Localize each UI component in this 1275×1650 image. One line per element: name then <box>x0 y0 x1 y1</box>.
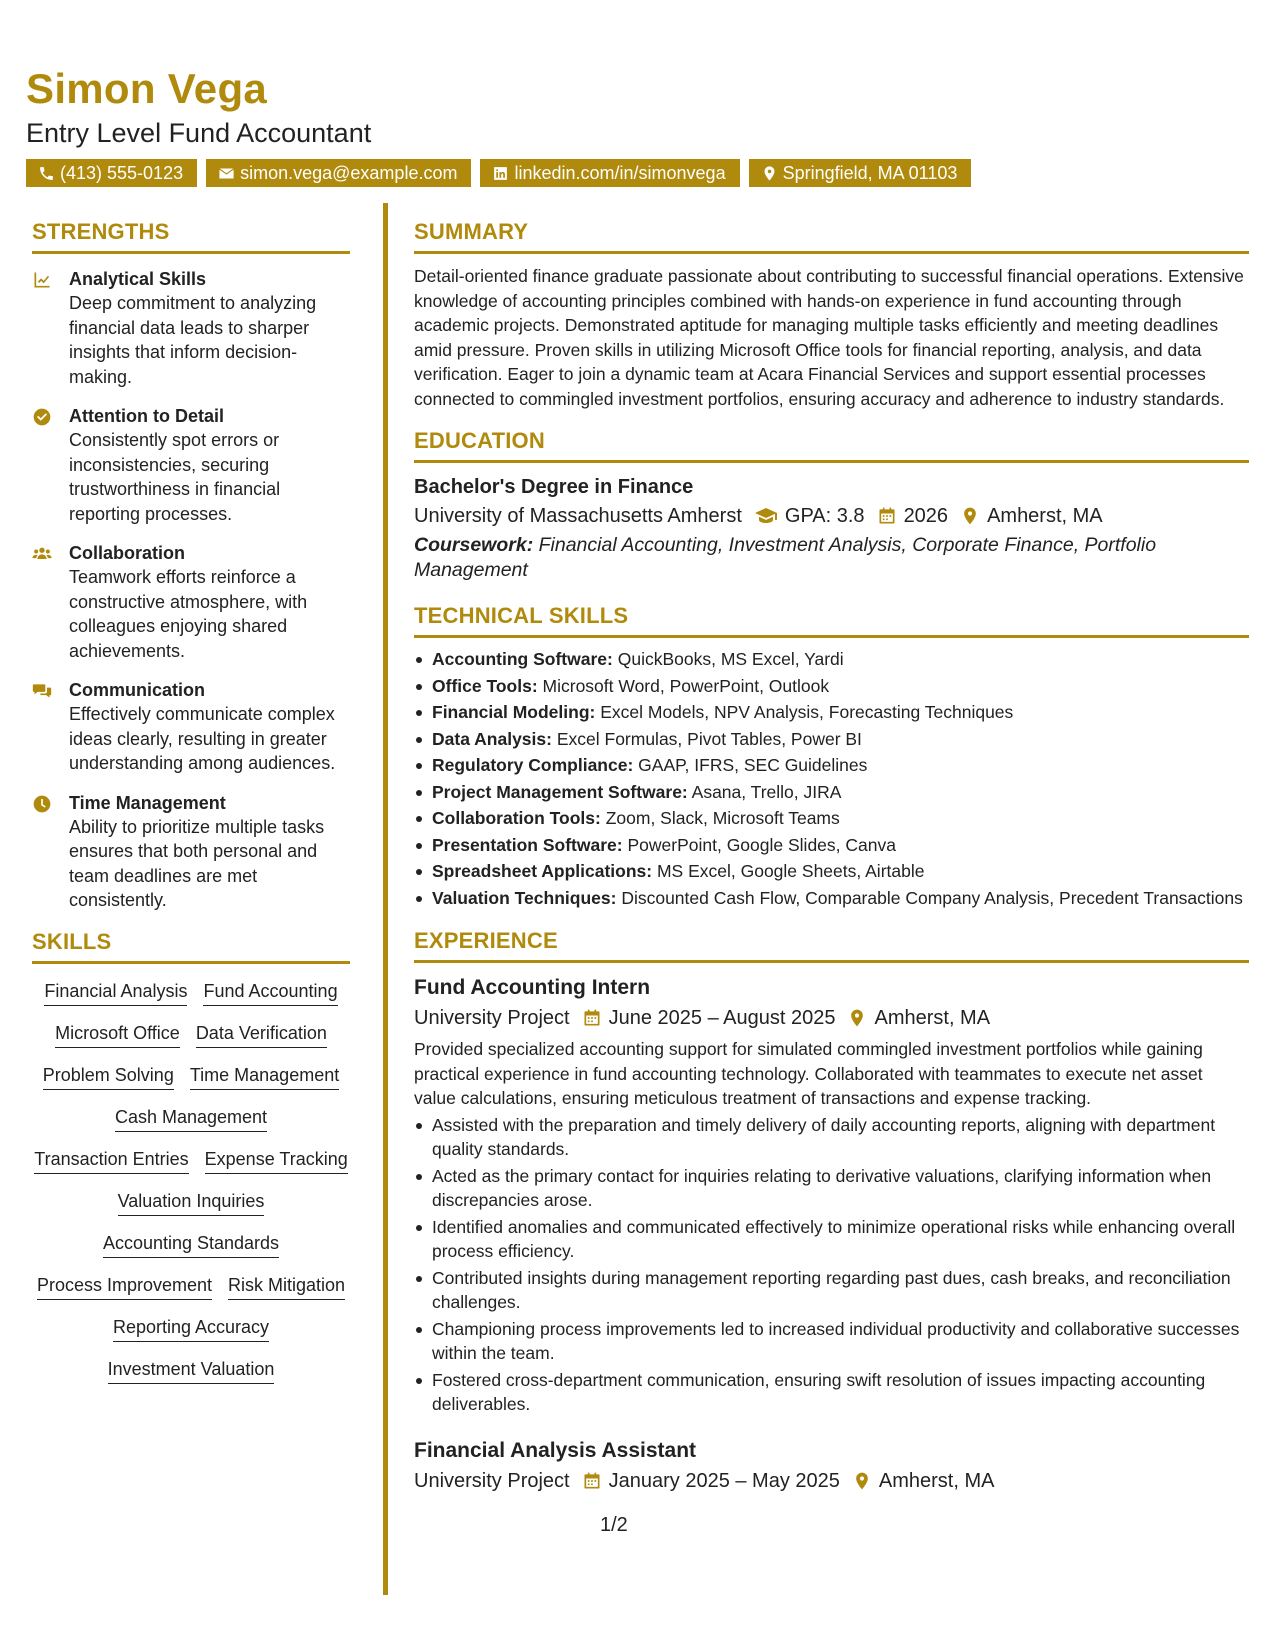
list-item <box>414 806 1249 831</box>
strength-name: Collaboration <box>69 543 185 563</box>
tech-label: Data Analysis: <box>432 728 552 749</box>
degree-name: Bachelor's Degree in Finance <box>414 476 694 498</box>
position-meta <box>414 1003 1249 1033</box>
gpa: GPA: 3.8 <box>784 505 865 527</box>
skill-tag: Cash Management <box>115 1105 267 1132</box>
calendar-icon <box>582 1471 602 1491</box>
strength-name: Communication <box>69 680 206 700</box>
tech-label: Regulatory Compliance: <box>432 755 634 775</box>
tech-value: Excel Formulas, Pivot Tables, Power BI <box>556 728 862 749</box>
technical-skills-heading: TECHNICAL SKILLS <box>414 602 1249 638</box>
graduation-cap-icon <box>754 504 778 528</box>
strength-item <box>32 267 350 389</box>
position-title: Fund Accounting Intern <box>414 976 651 999</box>
skill-tag: Valuation Inquiries <box>118 1189 265 1216</box>
skill-tag: Investment Valuation <box>108 1357 275 1384</box>
skill-tag: Process Improvement <box>37 1273 212 1300</box>
skill-tag: Time Management <box>190 1063 339 1090</box>
tech-value: Microsoft Word, PowerPoint, Outlook <box>542 675 830 696</box>
tech-value: Asana, Trello, JIRA <box>691 781 842 802</box>
contact-linkedin[interactable] <box>480 159 739 187</box>
list-item <box>414 780 1249 805</box>
position-dates: June 2025 – August 2025 <box>608 1007 836 1029</box>
left-column <box>32 218 350 1384</box>
tech-value: GAAP, IFRS, SEC Guidelines <box>638 755 868 775</box>
contact-email[interactable] <box>206 159 471 187</box>
skills-section <box>32 928 350 1384</box>
summary-text: Detail-oriented finance graduate passionate about contributing to successful financial operations. Extensive knowledge of accounting principles combined with hands-on experience in fund accounting through academic projects. Demonstrated aptitude for managing multiple tasks efficiently and meeting deadlines amid pressure. Proven skills in utilizing Microsoft Office tools for financial reporting, analysis, and data verification. Eager to join a dynamic team at Acara Financial Services and support essential processes connected to commingled investment portfolios, ensuring accuracy and adherence to industry standards. <box>414 266 1244 409</box>
strengths-list <box>32 267 350 913</box>
tech-label: Spreadsheet Applications: <box>432 861 653 881</box>
strength-item <box>32 791 350 913</box>
calendar-icon <box>582 1008 602 1028</box>
skill-tag: Expense Tracking <box>205 1147 348 1174</box>
tech-label: Office Tools: <box>432 675 538 696</box>
tech-label: Financial Modeling: <box>432 702 596 722</box>
tech-label: Project Management Software: <box>432 781 688 802</box>
contact-linkedin-text: linkedin.com/in/simonvega <box>514 163 726 183</box>
location-icon <box>960 506 980 526</box>
list-item: Assisted with the preparation and timely delivery of daily accounting reports, aligning with department quality standards. <box>414 1113 1249 1162</box>
education-heading: EDUCATION <box>414 427 1249 463</box>
list-item <box>414 753 1249 778</box>
strength-name: Attention to Detail <box>69 406 224 426</box>
check-circle-icon <box>32 407 52 427</box>
tech-value: MS Excel, Google Sheets, Airtable <box>656 861 925 881</box>
coursework-list: Financial Accounting, Investment Analysis, Corporate Finance, Portfolio Management <box>414 534 1157 581</box>
envelope-icon <box>218 165 235 182</box>
experience-entry <box>414 973 1249 1417</box>
list-item <box>414 859 1249 884</box>
summary-heading: SUMMARY <box>414 218 1249 254</box>
school-name: University of Massachusetts Amherst <box>414 505 742 527</box>
contact-location <box>749 159 972 187</box>
skill-tag: Transaction Entries <box>34 1147 188 1174</box>
tech-label: Presentation Software: <box>432 834 623 855</box>
strength-item <box>32 541 350 663</box>
contact-phone-text: (413) 555-0123 <box>60 163 184 183</box>
strength-item <box>32 678 350 776</box>
technical-skills-list <box>414 647 1249 910</box>
skill-tag: Risk Mitigation <box>228 1273 345 1300</box>
right-column <box>414 218 1249 1496</box>
education-meta <box>414 501 1249 531</box>
linkedin-icon <box>492 165 509 182</box>
list-item: Identified anomalies and communicated effectively to minimize operational risks while enhancing overall process efficiency. <box>414 1215 1249 1264</box>
tech-label: Accounting Software: <box>432 649 613 669</box>
location-icon <box>847 1008 867 1028</box>
page-number: 1/2 <box>600 1514 628 1536</box>
strength-name: Time Management <box>69 792 226 813</box>
location-icon <box>852 1471 872 1491</box>
skill-tag: Accounting Standards <box>103 1231 279 1258</box>
coursework-label: Coursework: <box>414 534 534 556</box>
contact-location-text: Springfield, MA 01103 <box>782 163 958 183</box>
skill-tag: Fund Accounting <box>203 979 337 1006</box>
strength-desc: Teamwork efforts reinforce a constructive atmosphere, with colleagues enjoying shared achievements. <box>69 567 308 661</box>
education-entry <box>414 473 1249 582</box>
tech-value: Excel Models, NPV Analysis, Forecasting Techniques <box>600 702 1014 722</box>
tech-label: Valuation Techniques: <box>432 887 617 908</box>
tech-label: Collaboration Tools: <box>432 808 601 828</box>
list-item: Fostered cross-department communication, ensuring swift resolution of issues impacting accounting deliverables. <box>414 1368 1249 1417</box>
list-item: Contributed insights during management reporting regarding past dues, cash breaks, and reconciliation challenges. <box>414 1266 1249 1315</box>
position-dates: January 2025 – May 2025 <box>608 1469 840 1492</box>
list-item <box>414 833 1249 858</box>
list-item <box>414 727 1249 752</box>
tech-value: QuickBooks, MS Excel, Yardi <box>617 649 844 669</box>
phone-icon <box>38 165 55 182</box>
position-title: Financial Analysis Assistant <box>414 1438 697 1462</box>
list-item <box>414 700 1249 725</box>
school-location: Amherst, MA <box>987 505 1103 527</box>
skill-tag: Problem Solving <box>43 1063 174 1090</box>
column-divider <box>383 203 388 1595</box>
organization: University Project <box>414 1469 570 1492</box>
position-description: Provided specialized accounting support for simulated commingled investment portfolios while gaining practical experience in fund accounting technology. Collaborated with teammates to execute net asset value calculations, ensuring meticulous treatment of transactions and expense tracking. <box>414 1039 1203 1108</box>
skill-tag: Data Verification <box>196 1021 327 1048</box>
coursework <box>414 533 1249 582</box>
list-item: Acted as the primary contact for inquiries relating to derivative valuations, clarifying information when discrepancies arose. <box>414 1164 1249 1213</box>
list-item <box>414 886 1249 911</box>
contact-bar <box>26 159 1246 187</box>
contact-phone[interactable] <box>26 159 197 187</box>
list-item: Championing process improvements led to increased individual productivity and collaborative successes within the team. <box>414 1317 1249 1366</box>
position-location: Amherst, MA <box>878 1469 995 1492</box>
organization: University Project <box>414 1007 570 1029</box>
strength-desc: Effectively communicate complex ideas clearly, resulting in greater understanding among audiences. <box>69 704 336 773</box>
position-location: Amherst, MA <box>874 1007 991 1029</box>
skills-heading: SKILLS <box>32 928 350 964</box>
strength-item <box>32 404 350 526</box>
experience-heading: EXPERIENCE <box>414 927 1249 963</box>
resume-header <box>26 64 1246 187</box>
strength-desc: Ability to prioritize multiple tasks ensures that both personal and team deadlines are met consistently. <box>69 816 325 910</box>
contact-email-text: simon.vega@example.com <box>240 163 458 183</box>
skill-tag: Reporting Accuracy <box>113 1315 269 1342</box>
list-item <box>414 647 1249 672</box>
chart-line-icon <box>32 270 52 290</box>
comments-icon <box>32 681 52 701</box>
graduation-year: 2026 <box>903 505 949 527</box>
list-item <box>414 674 1249 699</box>
users-icon <box>32 544 52 564</box>
position-meta <box>414 1466 1249 1496</box>
job-title: Entry Level Fund Accountant <box>26 118 372 148</box>
candidate-name: Simon Vega <box>26 65 268 112</box>
tech-value: Discounted Cash Flow, Comparable Company Analysis, Precedent Transactions <box>621 887 1243 908</box>
strength-name: Analytical Skills <box>69 269 207 289</box>
position-bullets <box>414 1113 1249 1417</box>
skills-list <box>32 979 350 1384</box>
location-icon <box>761 165 778 182</box>
calendar-icon <box>877 506 897 526</box>
skill-tag: Financial Analysis <box>44 979 187 1006</box>
strengths-heading: STRENGTHS <box>32 218 350 254</box>
experience-entry <box>414 1436 1249 1496</box>
tech-value: Zoom, Slack, Microsoft Teams <box>605 808 840 828</box>
skill-tag: Microsoft Office <box>55 1021 180 1048</box>
tech-value: PowerPoint, Google Slides, Canva <box>627 834 896 855</box>
strength-desc: Deep commitment to analyzing financial data leads to sharper insights that inform decision-making. <box>69 293 317 387</box>
strength-desc: Consistently spot errors or inconsistencies, securing trustworthiness in financial reporting processes. <box>69 430 281 524</box>
clock-icon <box>32 794 52 814</box>
